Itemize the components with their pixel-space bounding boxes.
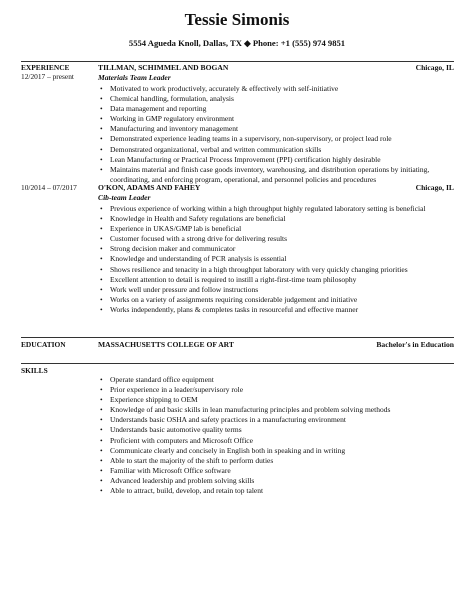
job-2-bullets — [98, 204, 452, 315]
job-2-location: Chicago, IL — [415, 183, 454, 192]
job-2-company: O'KON, ADAMS AND FAHEY — [98, 183, 201, 192]
list-item: • Able to start the majority of the shift to perform duties — [98, 456, 452, 466]
list-item: • Knowledge and understanding of PCR analysis is essential — [98, 254, 452, 264]
list-item: • Communicate clearly and concisely in English both in speaking and in writing — [98, 446, 452, 456]
list-item: • Lean Manufacturing or Practical Process Improvement (PPI) certification highly desirable — [98, 155, 452, 165]
list-item: • Understands basic OSHA and safety practices in a manufacturing environment — [98, 415, 452, 425]
list-item: • Motivated to work productively, accurately & effectively with self-initiative — [98, 84, 452, 94]
list-item: • Customer focused with a strong drive for delivering results — [98, 234, 452, 244]
section-skills-heading: SKILLS — [21, 366, 48, 375]
skills-list — [98, 375, 452, 496]
list-item: • Maintains material and finish case goods inventory, warehousing, and distribution operations by initiating, coordinating, and enforcing program, operational, and personnel policies and procedures — [98, 165, 452, 185]
list-item: • Manufacturing and inventory management — [98, 124, 452, 134]
list-item: • Excellent attention to detail is required to instill a right-first-time team philosophy — [98, 275, 452, 285]
list-item: • Demonstrated experience leading teams in a supervisory, non-supervisory, or project lead role — [98, 134, 452, 144]
list-item: • Data management and reporting — [98, 104, 452, 114]
list-item: • Works on a variety of assignments requiring considerable judgement and initiative — [98, 295, 452, 305]
divider-skills — [21, 363, 454, 364]
list-item: • Knowledge in Health and Safety regulations are beneficial — [98, 214, 452, 224]
candidate-name: Tessie Simonis — [184, 10, 290, 29]
list-item: • Experience shipping to OEM — [98, 395, 452, 405]
job-1-title: Materials Team Leader — [98, 73, 171, 82]
list-item: • Demonstrated organizational, verbal and written communication skills — [98, 145, 452, 155]
education-school: MASSACHUSETTS COLLEGE OF ART — [98, 340, 234, 349]
list-item: • Shows resilience and tenacity in a high throughput laboratory with very quickly changing priorities — [98, 265, 452, 275]
list-item: • Familiar with Microsoft Office software — [98, 466, 452, 476]
list-item: • Works independently, plans & completes tasks in resourceful and effective manner — [98, 305, 452, 315]
job-1-bullets — [98, 84, 452, 185]
job-2-title: Cib-team Leader — [98, 193, 151, 202]
list-item: • Knowledge of and basic skills in lean manufacturing principles and problem solving methods — [98, 405, 452, 415]
divider-experience — [21, 61, 454, 62]
divider-education — [21, 337, 454, 338]
list-item: • Proficient with computers and Microsoft Office — [98, 436, 452, 446]
list-item: • Advanced leadership and problem solving skills — [98, 476, 452, 486]
education-degree: Bachelor's in Education — [376, 340, 454, 349]
list-item: • Strong decision maker and communicator — [98, 244, 452, 254]
job-2-dates: 10/2014 – 07/2017 — [21, 183, 77, 192]
contact-line: 5554 Agueda Knoll, Dallas, TX ◆ Phone: +1 (555) 974 9851 — [128, 38, 346, 48]
list-item: • Chemical handling, formulation, analysis — [98, 94, 452, 104]
list-item: • Previous experience of working within a high throughput highly regulated laboratory setting is beneficial — [98, 204, 452, 214]
job-1-company: TILLMAN, SCHIMMEL AND BOGAN — [98, 63, 229, 72]
list-item: • Prior experience in a leader/supervisory role — [98, 385, 452, 395]
list-item: • Operate standard office equipment — [98, 375, 452, 385]
list-item: • Able to attract, build, develop, and retain top talent — [98, 486, 452, 496]
job-1-dates: 12/2017 – present — [21, 72, 74, 81]
list-item: • Experience in UKAS/GMP lab is beneficial — [98, 224, 452, 234]
job-1-location: Chicago, IL — [415, 63, 454, 72]
list-item: • Understands basic automotive quality terms — [98, 425, 452, 435]
list-item: • Work well under pressure and follow instructions — [98, 285, 452, 295]
section-education-heading: EDUCATION — [21, 340, 66, 349]
section-experience-heading: EXPERIENCE — [21, 63, 70, 72]
list-item: • Working in GMP regulatory environment — [98, 114, 452, 124]
